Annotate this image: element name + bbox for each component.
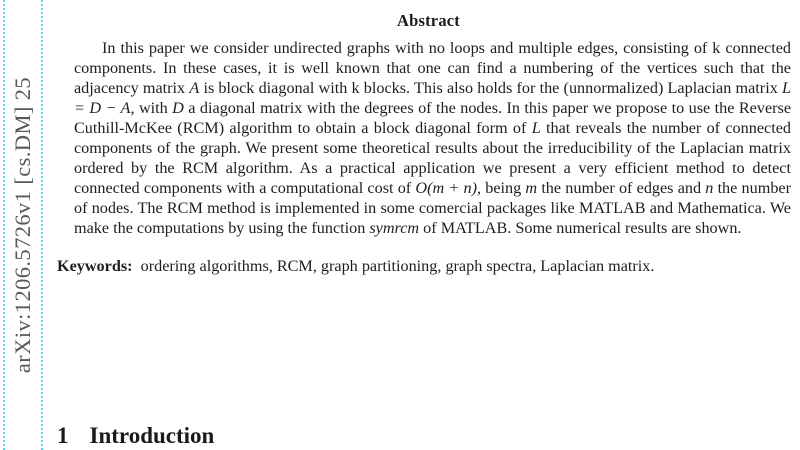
math-symbol: L — [531, 119, 541, 138]
abstract-paragraph: In this paper we consider undirected graphs with no loops and multiple edges, consisting of k connected components. In these cases, it is well known that one can find a numbering of the vertices such that the adjacency matrix A is block diagonal with k blocks. This also holds for the (unnormalized) Laplacian matrix L = D − A, with D a diagonal matrix with the degrees of the nodes. In this paper we propose to use the Reverse Cuthill-McKee (RCM) algorithm to obtain a block diagonal form of L that reveals the number of connected components of the graph. We present some theoretical results about the irreducibility of the Laplacian matrix ordered by the RCM algorithm. As a practical application we present a very efficient method to detect connected components with a computational cost of O(m + n), being m the number of edges and n the number of nodes. The RCM method is implemented in some comercial packages like MATLAB and Mathematica. We make the computations by using the function symrcm of MATLAB. Some numerical results are shown. — [74, 39, 791, 238]
math-symbol: O(m + n) — [415, 179, 477, 198]
arxiv-stamp-rule-left — [3, 0, 5, 450]
math-symbol: L = D − A — [74, 79, 791, 118]
math-symbol: A — [189, 79, 200, 98]
section-number: 1 — [57, 423, 69, 448]
arxiv-stamp — [0, 0, 46, 450]
math-symbol: D — [172, 99, 184, 118]
math-symbol: m — [525, 179, 538, 198]
arxiv-stamp-rule-right — [41, 0, 43, 450]
keywords-label: Keywords: — [57, 257, 133, 276]
page-content-column — [57, 0, 800, 450]
italic-term: symrcm — [369, 219, 420, 238]
keywords-line — [57, 238, 800, 276]
abstract-heading: Abstract — [397, 11, 460, 30]
math-symbol: n — [705, 179, 714, 198]
section-heading — [57, 423, 214, 449]
keywords-value: ordering algorithms, RCM, graph partitioning, graph spectra, Laplacian matrix. — [140, 257, 655, 276]
arxiv-identifier-text: arXiv:1206.5726v1 [cs.DM] 25 — [10, 76, 35, 374]
section-title: Introduction — [89, 423, 215, 448]
